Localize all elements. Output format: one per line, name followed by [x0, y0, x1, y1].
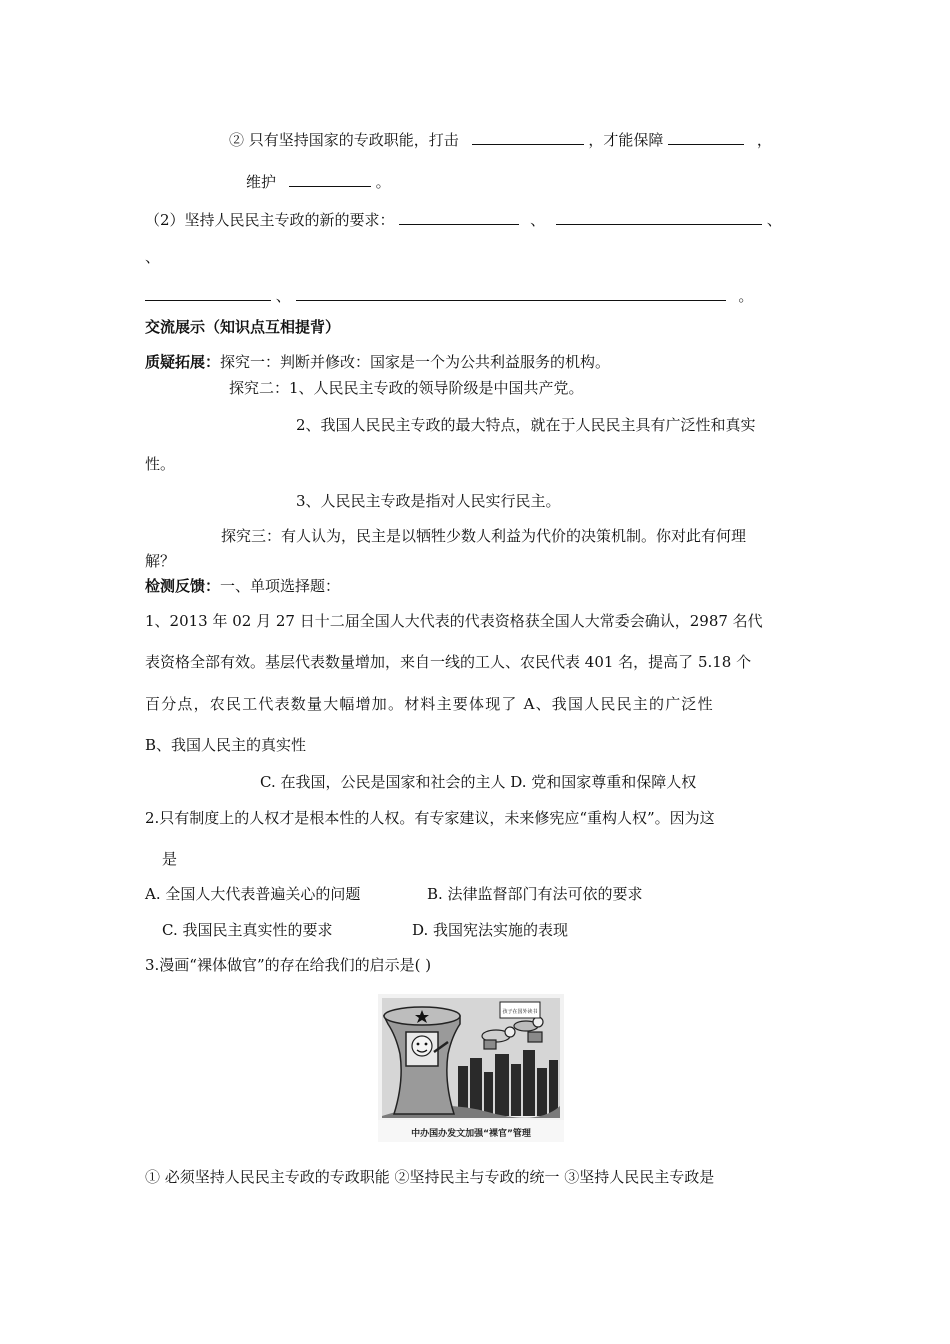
inquiry-2: 探究二：1、人民民主专政的领导阶级是中国共产党。	[229, 379, 584, 397]
cartoon-caption: 中办国办发文加强“裸官”管理	[411, 1129, 531, 1139]
blank[interactable]	[145, 286, 271, 301]
line-5-text-b: 。	[738, 287, 754, 305]
question-line-1	[145, 355, 610, 370]
blank[interactable]	[296, 286, 726, 301]
inquiry-2-item-2-cont: 性。	[145, 455, 176, 473]
question-1-line-3: 百分点，农民工代表数量大幅增加。材料主要体现了 A、我国人民民主的广泛性	[145, 695, 714, 713]
line-4	[145, 250, 160, 265]
question-2-option-a: A. 全国人大代表普遍关心的问题	[145, 885, 361, 903]
line-2-text-a: 维护	[246, 173, 277, 191]
question-2-option-d: D. 我国宪法实施的表现	[412, 921, 569, 939]
inquiry-2-item-3: 3、人民民主专政是指对人民实行民主。	[296, 492, 561, 510]
section-heading-exchange: 交流展示（知识点互相提背）	[145, 318, 341, 336]
question-1-line-1: 1、2013 年 02 月 27 日十二届全国人大代表的代表资格获全国人大常委会确认，2987 名代	[145, 612, 763, 630]
line-1-text-b: ，才能保障	[588, 131, 664, 149]
line-5-text-a: 、	[275, 287, 291, 305]
question-2-option-b: B. 法律监督部门有法可依的要求	[427, 885, 643, 903]
question-2-option-c: C. 我国民主真实性的要求	[162, 921, 333, 939]
blank[interactable]	[668, 130, 744, 145]
test-heading-line	[145, 579, 340, 594]
inquiry-3-cont: 解？	[145, 552, 176, 570]
blank[interactable]	[472, 130, 584, 145]
inquiry-2-item-2: 2、我国人民民主专政的最大特点，就在于人民民主具有广泛性和真实	[296, 416, 756, 434]
line-3-text-b: 、	[530, 211, 546, 229]
cartoon-sign-text: 孩子在国外读书	[502, 1009, 538, 1015]
question-2-line-1: 2.只有制度上的人权才是根本性的人权。有专家建议，未来修宪应“重构人权”。因为这	[145, 809, 715, 827]
line-3-text-a: （2）坚持人民民主专政的新的要求：	[145, 211, 395, 229]
line-3-text-c: 、	[766, 211, 782, 229]
line-1	[229, 130, 772, 148]
inquiry-3: 探究三：有人认为，民主是以牺牲少数人利益为代价的决策机制。你对此有何理	[221, 527, 747, 545]
blank[interactable]	[556, 210, 762, 225]
section-heading-inquiry: 质疑拓展：	[145, 353, 221, 371]
line-1-text-a: ② 只有坚持国家的专政职能，打击	[229, 131, 459, 149]
question-1-options-cd: C. 在我国，公民是国家和社会的主人 D. 党和国家尊重和保障人权	[260, 773, 697, 791]
line-2-text-b: 。	[375, 173, 391, 191]
question-1-option-b: B、我国人民主的真实性	[145, 736, 307, 754]
line-4-text: 、	[145, 248, 161, 266]
blank[interactable]	[289, 172, 371, 187]
line-1-text-c: ，	[756, 131, 772, 149]
inquiry-1: 探究一：判断并修改：国家是一个为公共利益服务的机构。	[220, 353, 611, 371]
question-3-options: ① 必须坚持人民民主专政的专政职能 ②坚持民主与专政的统一 ③坚持人民民主专政是	[145, 1168, 715, 1186]
cartoon-image	[378, 994, 564, 1142]
line-2	[246, 172, 391, 190]
blank[interactable]	[399, 210, 519, 225]
line-5	[145, 286, 753, 304]
line-3	[145, 210, 782, 228]
question-1-line-2: 表资格全部有效。基层代表数量增加，来自一线的工人、农民代表 401 名，提高了 5.18 个	[145, 653, 752, 671]
section-heading-test: 检测反馈：	[145, 577, 221, 595]
question-3-stem: 3.漫画“裸体做官”的存在给我们的启示是( )	[145, 956, 432, 974]
test-subheading: 一、单项选择题：	[220, 577, 341, 595]
question-2-line-2: 是	[162, 850, 178, 868]
